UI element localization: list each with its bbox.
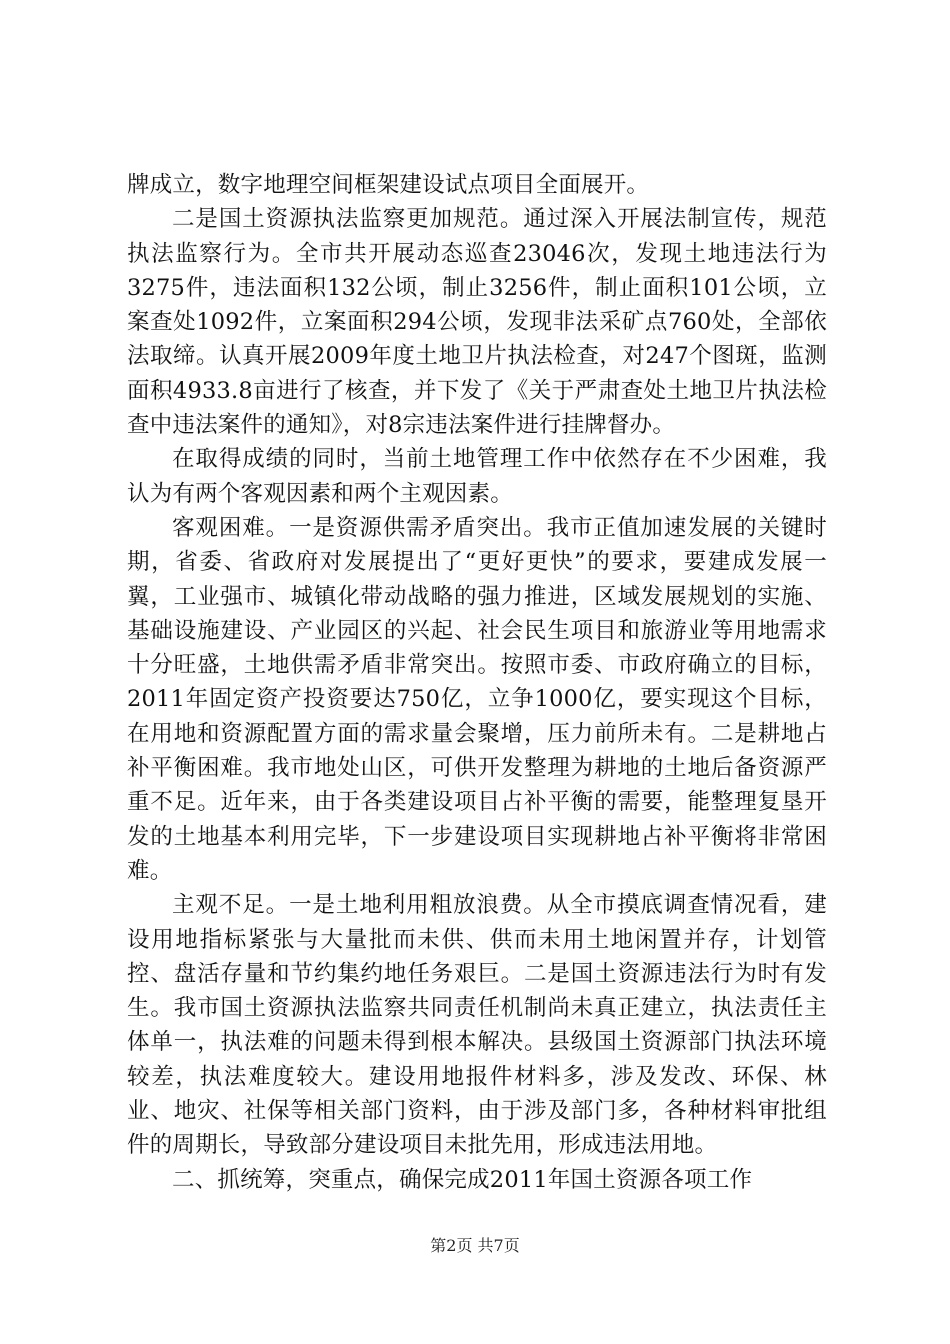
document-body	[127, 168, 827, 1197]
paragraph-continuation: 牌成立，数字地理空间框架建设试点项目全面展开。	[127, 172, 650, 198]
page-number: 第2页 共7页	[430, 1236, 520, 1255]
paragraph-objective-difficulties: 客观困难。一是资源供需矛盾突出。我市正值加速发展的关键时期，省委、省政府对发展提出了“更好更快”的要求，要建成发展一翼，工业强市、城镇化带动战略的强力推进，区域发展规划的实施、基础设施建设、产业园区的兴起、社会民生项目和旅游业等用地需求十分旺盛，土地供需矛盾非常突出。按照市委、市政府确立的目标，2011年固定资产投资要达750亿，立争1000亿，要实现这个目标，在用地和资源配置方面的需求量会聚增，压力前所未有。二是耕地占补平衡困难。我市地处山区，可供开发整理为耕地的土地后备资源严重不足。近年来，由于各类建设项目占补平衡的需要，能整理复垦开发的土地基本利用完毕，下一步建设项目实现耕地占补平衡将非常困难。	[127, 514, 827, 884]
section-heading: 二、抓统筹，突重点，确保完成2011年国土资源各项工作	[172, 1166, 753, 1193]
paragraph-subjective-shortcomings: 主观不足。一是土地利用粗放浪费。从全市摸底调查情况看，建设用地指标紧张与大量批而未供、供而未用土地闲置并存，计划管控、盘活存量和节约集约地任务艰巨。二是国土资源违法行为时有发生。我市国土资源执法监察共同责任机制尚未真正建立，执法责任主体单一，执法难的问题未得到根本解决。县级国土资源部门执法环境较差，执法难度较大。建设用地报件材料多，涉及发改、环保、林业、地灾、社保等相关部门资料，由于涉及部门多，各种材料审批组件的周期长，导致部分建设项目未批先用，形成违法用地。	[127, 892, 827, 1159]
paragraph-difficulties-intro: 在取得成绩的同时，当前土地管理工作中依然存在不少困难，我认为有两个客观因素和两个主观因素。	[127, 446, 827, 507]
paragraph-enforcement: 二是国土资源执法监察更加规范。通过深入开展法制宣传，规范执法监察行为。全市共开展动态巡查23046次，发现土地违法行为3275件，违法面积132公顷，制止3256件，制止面积101公顷，立案查处1092件，立案面积294公顷，发现非法采矿点760处，全部依法取缔。认真开展2009年度土地卫片执法检查，对247个图斑，监测面积4933.8亩进行了核查，并下发了《关于严肃查处土地卫片执法检查中违法案件的通知》，对8宗违法案件进行挂牌督办。	[127, 206, 827, 439]
